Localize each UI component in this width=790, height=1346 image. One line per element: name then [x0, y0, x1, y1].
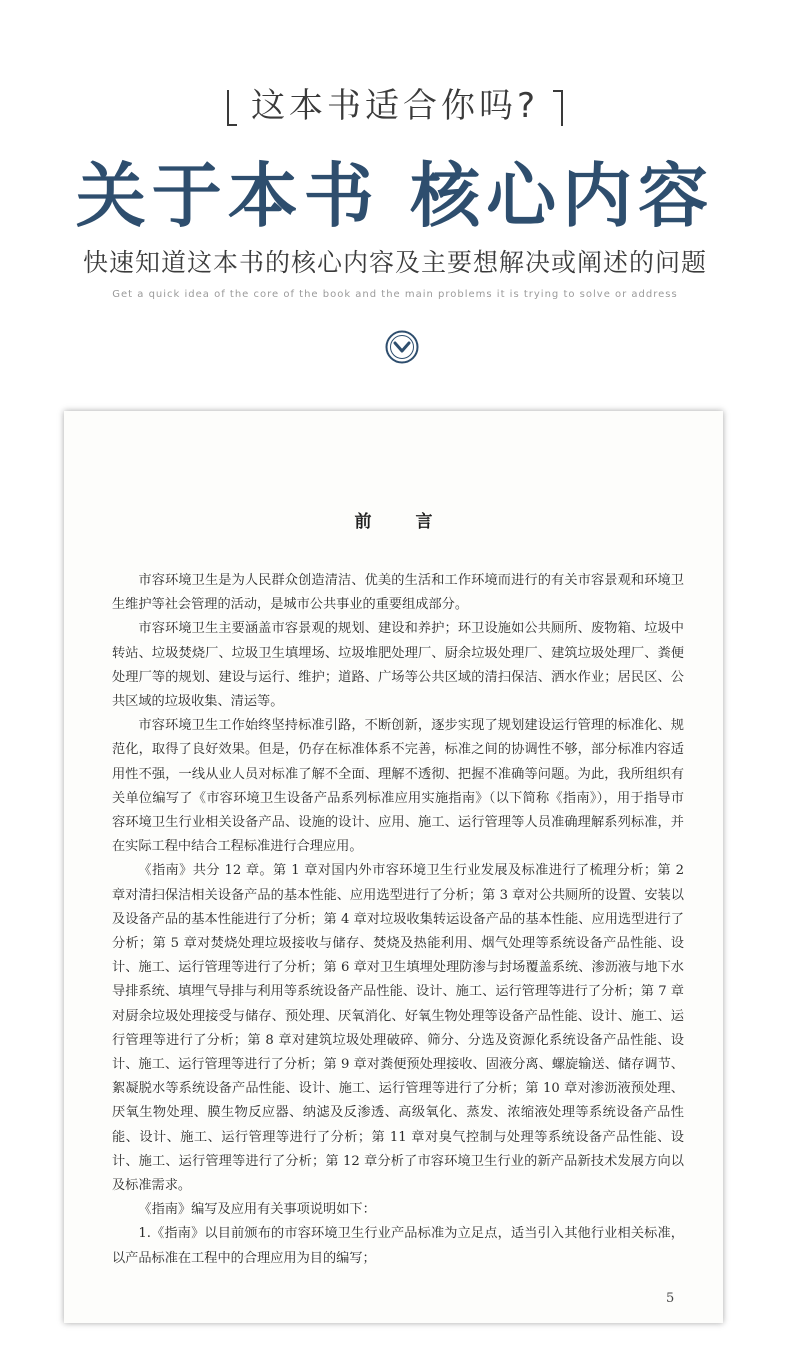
book-page: [64, 411, 723, 1323]
right-bracket-icon: [553, 90, 563, 126]
chevron-down-circle-icon: [385, 330, 419, 364]
left-bracket-icon: [227, 90, 237, 126]
bracket-title: [0, 78, 790, 127]
page-title: 前言: [354, 512, 477, 532]
bracket-title-text: 这本书适合你吗?: [250, 86, 540, 126]
paragraph: 市容环境卫生主要涵盖市容景观的规划、建设和养护；环卫设施如公共厕所、废物箱、垃圾中转站、垃圾焚烧厂、垃圾卫生填埋场、垃圾堆肥处理厂、厨余垃圾处理厂、建筑垃圾处理厂、粪便处理厂等的规划、建设与运行、维护；道路、广场等公共区域的清扫保洁、洒水作业；居民区、公共区域的垃圾收集、清运等。: [112, 621, 684, 710]
paragraph: 市容环境卫生是为人民群众创造清洁、优美的生活和工作环境而进行的有关市容景观和环境卫生维护等社会管理的活动，是城市公共事业的重要组成部分。: [112, 573, 684, 613]
paragraph: 市容环境卫生工作始终坚持标准引路，不断创新，逐步实现了规划建设运行管理的标准化、规范化，取得了良好效果。但是，仍存在标准体系不完善，标准之间的协调性不够，部分标准内容适用性不强，一线从业人员对标准了解不全面、理解不透彻、把握不准确等问题。为此，我所组织有关单位编写了《市容环境卫生设备产品系列标准应用实施指南》（以下简称《指南》），用于指导市容环境卫生行业相关设备产品、设施的设计、应用、施工、运行管理等人员准确理解系列标准，并在实际工程中结合工程标准进行合理应用。: [112, 718, 684, 855]
page-body: [112, 569, 684, 1271]
paragraph: 《指南》编写及应用有关事项说明如下：: [138, 1202, 376, 1218]
paragraph: 《指南》共分 12 章。第 1 章对国内外市容环境卫生行业发展及标准进行了梳理分析；第 2 章对清扫保洁相关设备产品的基本性能、应用选型进行了分析；第 3 章对公共厕所的设置、安装以及设备产品的基本性能进行了分析；第 4 章对垃圾收集转运设备产品的基本性能、应用选型进行了分析；第 5 章对焚烧处理垃圾接收与储存、焚烧及热能利用、烟气处理等系统设备产品性能、设计、施工、运行管理等进行了分析；第 6 章对卫生填埋处理防渗与封场覆盖系统、渗沥液与地下水导排系统、填埋气导排与利用等系统设备产品性能、设计、施工、运行管理等进行了分析；第 7 章对厨余垃圾处理接受与储存、预处理、厌氧消化、好氧生物处理等设备产品性能、设计、施工、运行管理等进行了分析；第 8 章对建筑垃圾处理破碎、筛分、分选及资源化系统设备产品性能、设计、施工、运行管理等进行了分析；第 9 章对粪便预处理接收、固液分离、螺旋输送、储存调节、絮凝脱水等系统设备产品性能、设计、施工、运行管理等进行了分析；第 10 章对渗沥液预处理、厌氧生物处理、膜生物反应器、纳滤及反渗透、高级氧化、蒸发、浓缩液处理等系统设备产品性能、设计、施工、运行管理等进行了分析；第 11 章对臭气控制与处理等系统设备产品性能、设计、施工、运行管理等进行了分析；第 12 章分析了市容环境卫生行业的新产品新技术发展方向以及标准需求。: [112, 863, 684, 1194]
header: [0, 0, 790, 400]
main-title: 关于本书 核心内容: [75, 154, 715, 237]
paragraph: 1.《指南》以目前颁布的市容环境卫生行业产品标准为立足点，适当引入其他行业相关标准，以产品标准在工程中的合理应用为目的编写；: [112, 1226, 684, 1266]
page-number: 5: [666, 1291, 675, 1306]
subtitle: 快速知道这本书的核心内容及主要想解决或阐述的问题: [82, 248, 707, 277]
english-subtitle: Get a quick idea of the core of the book and the main problems it is trying to solve or address: [112, 289, 678, 300]
